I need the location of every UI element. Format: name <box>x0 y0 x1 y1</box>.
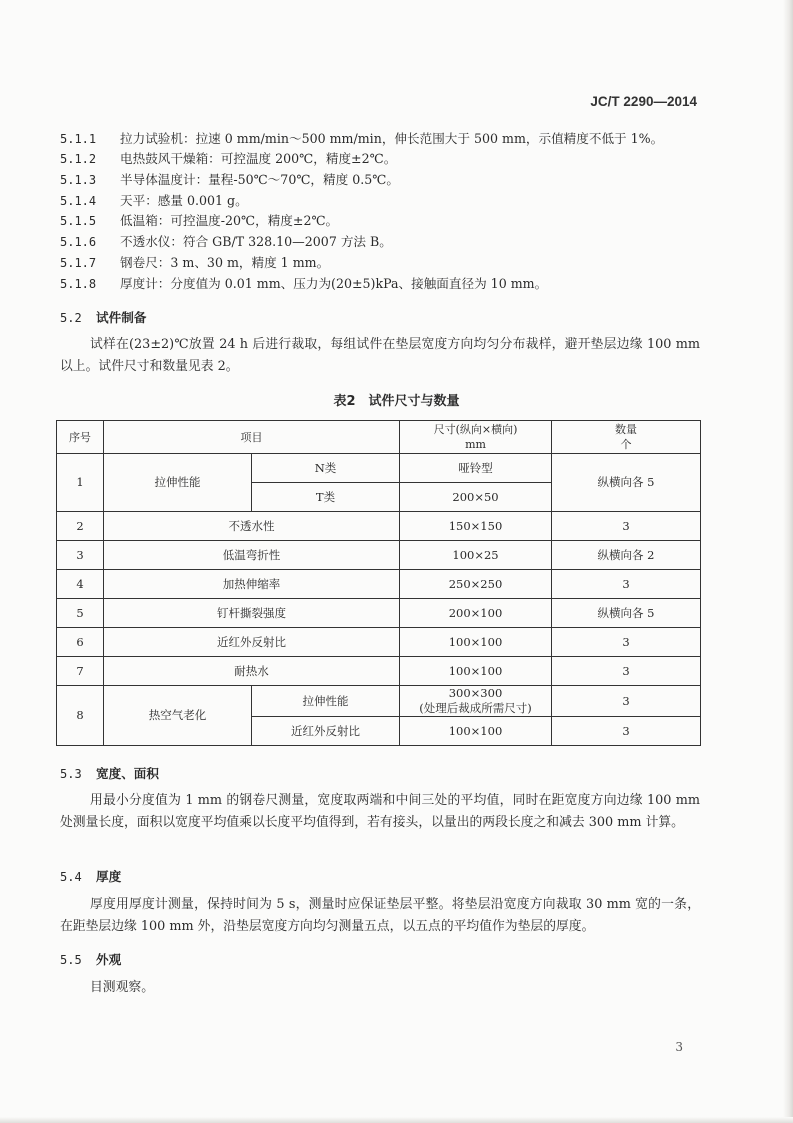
cell-size-note: (处理后裁成所需尺寸) <box>419 701 532 715</box>
equipment-item <box>60 213 338 229</box>
table-row <box>57 657 701 686</box>
table-header-row <box>57 421 701 454</box>
clause-number: 5.1.6 <box>60 235 97 249</box>
paragraph: 目测观察。 <box>90 980 154 995</box>
cell-qty: 3 <box>552 657 701 686</box>
cell-item: 耐热水 <box>104 657 400 686</box>
cell-qty: 3 <box>552 686 701 717</box>
equipment-item <box>60 255 329 271</box>
equipment-item <box>60 234 392 250</box>
section-heading <box>60 307 146 326</box>
table-row <box>57 686 701 717</box>
cell-item: 近红外反射比 <box>104 628 400 657</box>
table-row <box>57 570 701 599</box>
paragraph: 试样在(23±2)℃放置 24 h 后进行裁取，每组试件在垫层宽度方向均匀分布裁样，避开垫层边缘 100 mm 以上。试件尺寸和数量见表 2。 <box>60 337 700 374</box>
cell-qty: 3 <box>552 512 701 541</box>
clause-text: 半导体温度计：量程-50℃～70℃，精度 0.5℃。 <box>120 172 399 187</box>
table-row <box>57 599 701 628</box>
cell-seq: 7 <box>57 657 104 686</box>
cell-size-value: 300×300 <box>448 686 503 700</box>
section-title: 宽度、面积 <box>96 766 159 781</box>
equipment-item <box>60 193 248 209</box>
cell-subitem: N类 <box>252 454 400 483</box>
cell-seq: 1 <box>57 454 104 512</box>
equipment-item <box>60 276 547 292</box>
cell-seq: 5 <box>57 599 104 628</box>
header-item: 项目 <box>104 421 400 454</box>
clause-text: 天平：感量 0.001 g。 <box>120 193 248 208</box>
standard-code: JC/T 2290—2014 <box>590 94 697 109</box>
section-number: 5.2 <box>60 311 82 325</box>
clause-text: 拉力试验机：拉速 0 mm/min～500 mm/min，伸长范围大于 500 mm，示值精度不低于 1%。 <box>120 131 664 146</box>
clause-number: 5.1.7 <box>60 256 97 270</box>
section-number: 5.5 <box>60 953 82 967</box>
cell-subitem: 拉伸性能 <box>252 686 400 717</box>
clause-number: 5.1.4 <box>60 194 97 208</box>
cell-item: 拉伸性能 <box>104 454 252 512</box>
clause-number: 5.1.5 <box>60 214 97 228</box>
cell-subitem: T类 <box>252 483 400 512</box>
cell-seq: 8 <box>57 686 104 746</box>
cell-size: 100×100 <box>400 657 552 686</box>
cell-item: 加热伸缩率 <box>104 570 400 599</box>
clause-text: 低温箱：可控温度-20℃，精度±2℃。 <box>120 213 339 228</box>
equipment-item <box>60 131 663 147</box>
section-number: 5.3 <box>60 767 82 781</box>
header-qty-unit: 个 <box>620 438 632 451</box>
cell-qty: 纵横向各 2 <box>552 541 701 570</box>
paragraph: 用最小分度值为 1 mm 的钢卷尺测量，宽度取两端和中间三处的平均值，同时在距宽度方向边缘 100 mm 处测量长度，面积以宽度平均值乘以长度平均值得到，若有接头，以量出的两段长度之和减去 300 mm 计算。 <box>60 793 700 830</box>
cell-seq: 2 <box>57 512 104 541</box>
clause-number: 5.1.3 <box>60 173 97 187</box>
cell-seq: 4 <box>57 570 104 599</box>
cell-size: 100×100 <box>400 628 552 657</box>
table-title: 表2 试件尺寸与数量 <box>333 394 460 409</box>
equipment-item <box>60 151 396 167</box>
cell-qty: 3 <box>552 570 701 599</box>
scan-edge-right <box>783 0 793 1123</box>
cell-size: 250×250 <box>400 570 552 599</box>
cell-item: 钉杆撕裂强度 <box>104 599 400 628</box>
cell-subitem: 近红外反射比 <box>252 717 400 746</box>
table-row <box>57 454 701 483</box>
cell-size <box>400 686 552 717</box>
header-seq: 序号 <box>57 421 104 454</box>
section-title: 试件制备 <box>96 310 147 325</box>
table-row <box>57 628 701 657</box>
clause-text: 电热鼓风干燥箱：可控温度 200℃，精度±2℃。 <box>120 151 397 166</box>
cell-size: 150×150 <box>400 512 552 541</box>
cell-seq: 6 <box>57 628 104 657</box>
clause-number: 5.1.1 <box>60 132 97 146</box>
equipment-item <box>60 172 399 188</box>
section-heading <box>60 763 159 782</box>
cell-qty: 3 <box>552 628 701 657</box>
scan-edge-bottom <box>0 1117 793 1123</box>
section-number: 5.4 <box>60 870 82 884</box>
cell-seq: 3 <box>57 541 104 570</box>
table-row <box>57 541 701 570</box>
cell-qty: 纵横向各 5 <box>552 454 701 512</box>
cell-item: 不透水性 <box>104 512 400 541</box>
specimen-table <box>56 420 701 746</box>
table-row <box>57 512 701 541</box>
cell-size: 100×100 <box>400 717 552 746</box>
cell-qty: 3 <box>552 717 701 746</box>
clause-number: 5.1.2 <box>60 152 97 166</box>
cell-size: 200×100 <box>400 599 552 628</box>
section-heading <box>60 866 121 885</box>
clause-text: 厚度计：分度值为 0.01 mm、压力为(20±5)kPa、接触面直径为 10 mm。 <box>120 276 548 291</box>
header-qty <box>552 421 701 454</box>
clause-number: 5.1.8 <box>60 277 97 291</box>
header-size-label: 尺寸(纵向×横向) <box>433 423 518 436</box>
page-number: 3 <box>675 1040 683 1054</box>
paragraph: 厚度用厚度计测量，保持时间为 5 s，测量时应保证垫层平整。将垫层沿宽度方向裁取 30 mm 宽的一条，在距垫层边缘 100 mm 外，沿垫层宽度方向均匀测量五点，以五点的平均值作为垫层的厚度。 <box>60 897 700 934</box>
cell-qty: 纵横向各 5 <box>552 599 701 628</box>
section-heading <box>60 949 121 968</box>
cell-size: 哑铃型 <box>400 454 552 483</box>
cell-item: 低温弯折性 <box>104 541 400 570</box>
clause-text: 钢卷尺：3 m、30 m，精度 1 mm。 <box>120 255 330 270</box>
clause-text: 不透水仪：符合 GB/T 328.10—2007 方法 B。 <box>120 234 392 249</box>
header-qty-label: 数量 <box>615 423 637 436</box>
cell-size: 100×25 <box>400 541 552 570</box>
cell-size: 200×50 <box>400 483 552 512</box>
header-size-unit: mm <box>465 438 486 451</box>
section-title: 外观 <box>96 952 122 967</box>
header-size <box>400 421 552 454</box>
section-title: 厚度 <box>96 869 122 884</box>
cell-item: 热空气老化 <box>104 686 252 746</box>
